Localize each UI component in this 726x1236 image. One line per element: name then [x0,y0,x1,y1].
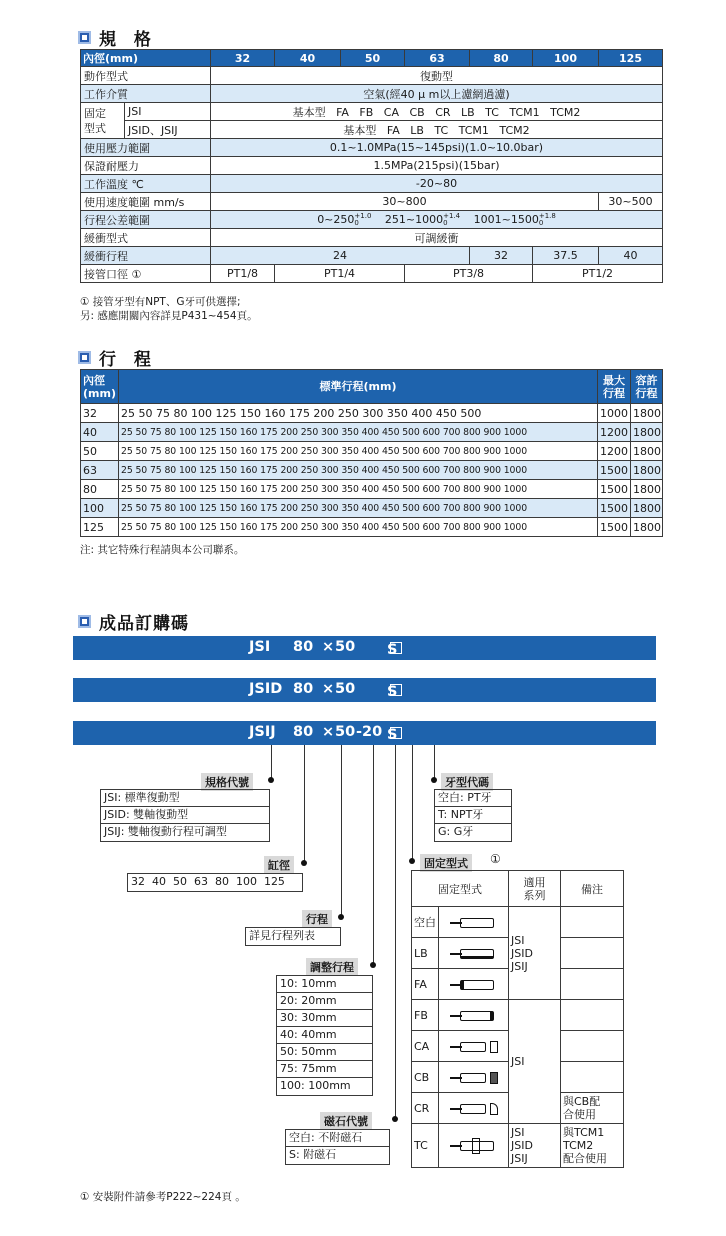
stroke-header-allow: 容許 行程 [631,370,663,404]
stroke-bore-cell: 100 [81,499,119,518]
connector-line [304,745,305,863]
code-x: × [322,724,335,740]
row-value: PT3/8 [405,265,533,283]
stroke-max-cell: 1500 [598,480,631,499]
row-sublabel: JSID、JSIJ [125,121,211,139]
mount-picture [439,1062,509,1093]
mount-remark: 與TCM1 TCM2 配合使用 [561,1124,624,1168]
stroke-bore-cell: 63 [81,461,119,480]
code-stroke: 50 [335,681,356,697]
row-value: -20~80 [211,175,663,193]
mount-name: CR [412,1093,439,1124]
magnet-label: 磁石代號 [320,1112,372,1130]
mount-remark [561,969,624,1000]
connector-dot [338,914,344,920]
list-item: 10: 10mm [277,976,372,993]
table-row [81,229,663,247]
tolerance-value [211,211,663,229]
section-bullet-icon [78,31,91,44]
cb-cylinder-icon [450,1072,498,1084]
row-value: 可調緩衝 [211,229,663,247]
adj-stroke-label: 調整行程 [306,958,358,976]
tc-cylinder-icon [450,1140,498,1152]
list-item: T: NPT牙 [435,807,511,824]
row-value: 復動型 [211,67,663,85]
row-label: 保證耐壓力 [81,157,211,175]
connector-dot [370,962,376,968]
basic-cylinder-icon [450,917,498,929]
table-row [81,423,663,442]
tolerance-lower: 0 [538,218,544,227]
table-row [81,175,663,193]
stroke-allow-cell: 1800 [631,423,663,442]
section-bullet-icon [78,351,91,364]
row-value: PT1/8 [211,265,275,283]
code-bore: 80 [293,724,314,740]
tolerance-upper: +1.8 [538,211,556,220]
connector-dot [409,858,415,864]
table-row [81,480,663,499]
mount-name: CB [412,1062,439,1093]
bore-label: 缸徑 [264,856,294,874]
table-row [81,461,663,480]
row-value: PT1/2 [533,265,663,283]
code-bore: 80 [293,681,314,697]
mount-picture [439,1031,509,1062]
spec-header-cell: 50 [341,50,405,67]
spec-notes [80,295,258,323]
stroke-std-cell: 25 50 75 80 100 125 150 160 175 200 250 300 350 400 450 500 [119,404,598,423]
tolerance-range: 0~250 [317,212,355,226]
spec-note-line: ① 接管牙型有NPT、G牙可供選擇; [80,296,241,308]
spec-header-cell: 32 [211,50,275,67]
table-row [81,499,663,518]
table-row [81,404,663,423]
spec-header-row [81,50,663,67]
stroke-allow-cell: 1800 [631,518,663,537]
list-item: 40: 40mm [277,1027,372,1044]
connector-line [341,745,342,917]
stroke-table [80,369,663,537]
list-item: 空白: PT牙 [435,790,511,807]
mount-remark [561,1000,624,1031]
spec-table [80,49,663,283]
stroke-bore-cell: 50 [81,442,119,461]
mount-picture [439,938,509,969]
adj-stroke-box [276,975,373,1096]
stroke-bore-cell: 32 [81,404,119,423]
list-item: 詳見行程列表 [249,929,315,942]
row-value: 24 [211,247,470,265]
row-value: 32 [470,247,533,265]
list-item: 空白: 不附磁石 [286,1130,389,1147]
mount-series: JSI JSID JSIJ [509,907,561,1000]
row-label: 緩衝行程 [81,247,211,265]
row-label: 緩衝型式 [81,229,211,247]
row-value: 空氣(經40 μ m以上濾網過濾) [211,85,663,103]
mount-picture [439,1000,509,1031]
stroke-std-cell: 25 50 75 80 100 125 150 160 175 200 250 300 350 400 450 500 600 700 800 900 1000 [119,442,598,461]
connector-line [271,745,272,780]
connector-dot [392,1116,398,1122]
code-x: × [322,681,335,697]
list-item: JSIJ: 雙軸復動行程可調型 [104,825,227,838]
table-row [81,265,663,283]
spec-code-label: 規格代號 [201,773,253,791]
order-code-band-jsij: JSIJ 80 × 50 -20 S [73,721,656,745]
mount-name: TC [412,1124,439,1168]
code-adjust: -20 [356,724,383,740]
row-label: 接管口徑 ① [81,265,211,283]
row-label: 固定 型式 [81,103,125,139]
stroke-max-cell: 1500 [598,461,631,480]
mount-label-mark: ① [490,852,501,866]
tolerance-upper: +1.4 [443,211,461,220]
stroke-max-cell: 1000 [598,404,631,423]
stroke-header-std: 標準行程(mm) [119,370,598,404]
spec-note-line: 另: 感應開關內容詳見P431~454頁。 [80,310,258,322]
mount-picture [439,907,509,938]
tolerance-lower: 0 [354,218,359,227]
fa-cylinder-icon [450,979,498,991]
stroke-max-cell: 1500 [598,499,631,518]
row-value: 30~500 [599,193,663,211]
magnet-box [285,1129,390,1165]
spec-header-cell: 100 [533,50,599,67]
code-x: × [322,639,335,655]
tolerance-range: 1001~1500 [473,212,539,226]
mount-picture [439,1124,509,1168]
row-label: 工作溫度 ℃ [81,175,211,193]
mount-series: JSI [509,1000,561,1124]
mount-header-cell: 固定型式 [412,871,509,907]
code-placeholder-box [390,642,402,654]
thread-box [434,789,512,842]
row-sublabel: JSI [125,103,211,121]
mount-name: FB [412,1000,439,1031]
order-code-band-jsid: JSID 80 × 50 S [73,678,656,702]
stroke-std-cell: 25 50 75 80 100 125 150 160 175 200 250 300 350 400 450 500 600 700 800 900 1000 [119,480,598,499]
stroke-max-cell: 1200 [598,442,631,461]
table-row [81,247,663,265]
mount-name: FA [412,969,439,1000]
table-row [412,1000,624,1031]
mount-picture [439,1093,509,1124]
code-model: JSIJ [249,724,276,740]
mount-header-row [412,871,624,907]
tolerance-upper: +1.0 [354,211,372,220]
stroke-allow-cell: 1800 [631,404,663,423]
stroke-std-cell: 25 50 75 80 100 125 150 160 175 200 250 300 350 400 450 500 600 700 800 900 1000 [119,499,598,518]
list-item: 20: 20mm [277,993,372,1010]
list-item: 75: 75mm [277,1061,372,1078]
mount-header-cell: 適用 系列 [509,871,561,907]
mount-table [411,870,624,1168]
stroke-bore-cell: 80 [81,480,119,499]
table-row [81,157,663,175]
stroke-bore-cell: 125 [81,518,119,537]
connector-line [412,745,413,861]
stroke-max-cell: 1200 [598,423,631,442]
stroke-bore-cell: 40 [81,423,119,442]
tolerance-lower: 0 [443,218,448,227]
mount-name: 空白 [412,907,439,938]
mount-series: JSI JSID JSIJ [509,1124,561,1168]
code-model: JSID [249,681,283,697]
stroke-header-row [81,370,663,404]
table-row [81,211,663,229]
table-row [81,193,663,211]
row-value: 0.1~1.0MPa(15~145psi)(1.0~10.0bar) [211,139,663,157]
code-bore: 80 [293,639,314,655]
table-row [81,139,663,157]
row-value: PT1/4 [275,265,405,283]
stroke-section-title: 行 程 [78,345,157,370]
stroke-allow-cell: 1800 [631,499,663,518]
spec-header-cell: 63 [405,50,470,67]
stroke-header-max: 最大 行程 [598,370,631,404]
stroke-std-cell: 25 50 75 80 100 125 150 160 175 200 250 300 350 400 450 500 600 700 800 900 1000 [119,518,598,537]
stroke-box [245,927,341,946]
row-label: 使用速度範圍 mm/s [81,193,211,211]
connector-dot [268,777,274,783]
connector-line [395,745,396,1121]
table-row [81,442,663,461]
section-bullet-icon [78,615,91,628]
order-code-band-jsi: JSI 80 × 50 S [73,636,656,660]
cr-cylinder-icon [450,1103,498,1115]
bore-box [127,873,303,892]
code-placeholder-box [390,684,402,696]
table-row [81,518,663,537]
connector-dot [431,777,437,783]
stroke-allow-cell: 1800 [631,442,663,461]
stroke-std-cell: 25 50 75 80 100 125 150 160 175 200 250 300 350 400 450 500 600 700 800 900 1000 [119,461,598,480]
code-stroke: 50 [335,724,356,740]
row-value: 1.5MPa(215psi)(15bar) [211,157,663,175]
table-row [412,1124,624,1168]
spec-header-cell: 內徑(mm) [81,50,211,67]
stroke-header-bore: 內徑 (mm) [81,370,119,404]
connector-dot [301,860,307,866]
list-item: JSI: 標準復動型 [101,790,269,807]
stroke-label: 行程 [302,910,332,928]
table-row [81,67,663,85]
table-row [81,103,663,121]
stroke-max-cell: 1500 [598,518,631,537]
table-row [81,85,663,103]
mount-remark: 與CB配 合使用 [561,1093,624,1124]
code-placeholder-box [390,727,402,739]
connector-line [434,745,435,780]
mount-name: LB [412,938,439,969]
row-label: 行程公差範圍 [81,211,211,229]
stroke-note: 注: 其它特殊行程請與本公司聯系。 [80,544,245,556]
list-item: 50: 50mm [277,1044,372,1061]
row-label: 工作介質 [81,85,211,103]
list-item: S: 附磁石 [289,1148,337,1161]
row-value: 基本型 FA FB CA CB CR LB TC TCM1 TCM2 [211,103,663,121]
stroke-allow-cell: 1800 [631,480,663,499]
connector-line [373,745,374,967]
ca-cylinder-icon [450,1041,498,1053]
spec-header-cell: 125 [599,50,663,67]
spec-section-title: 規 格 [78,25,157,50]
list-item: JSID: 雙軸復動型 [101,807,269,824]
mount-remark [561,1031,624,1062]
mount-remark [561,1062,624,1093]
stroke-std-cell: 25 50 75 80 100 125 150 160 175 200 250 300 350 400 450 500 600 700 800 900 1000 [119,423,598,442]
lb-cylinder-icon [450,948,498,960]
mount-header-cell: 備注 [561,871,624,907]
row-value: 30~800 [211,193,599,211]
thread-label: 牙型代碼 [441,773,493,791]
spec-code-box [100,789,270,842]
fb-cylinder-icon [450,1010,498,1022]
table-row [412,907,624,938]
spec-header-cell: 40 [275,50,341,67]
mount-name: CA [412,1031,439,1062]
row-value: 37.5 [533,247,599,265]
row-value: 基本型 FA LB TC TCM1 TCM2 [211,121,663,139]
tolerance-range: 251~1000 [384,212,444,226]
list-item: G: G牙 [438,825,474,838]
list-item: 30: 30mm [277,1010,372,1027]
mount-remark [561,907,624,938]
list-item: 100: 100mm [280,1079,351,1092]
row-label: 動作型式 [81,67,211,85]
mount-picture [439,969,509,1000]
list-item: 32 40 50 63 80 100 125 [131,875,285,888]
spec-header-cell: 80 [470,50,533,67]
row-value: 40 [599,247,663,265]
table-row [81,121,663,139]
row-label: 使用壓力範圍 [81,139,211,157]
code-stroke: 50 [335,639,356,655]
code-model: JSI [249,639,271,655]
mount-remark [561,938,624,969]
order-footnote: ① 安裝附件請參考P222~224頁 。 [80,1191,246,1203]
mount-label: 固定型式 [420,854,472,872]
stroke-allow-cell: 1800 [631,461,663,480]
order-section-title: 成品訂購碼 [78,609,189,634]
